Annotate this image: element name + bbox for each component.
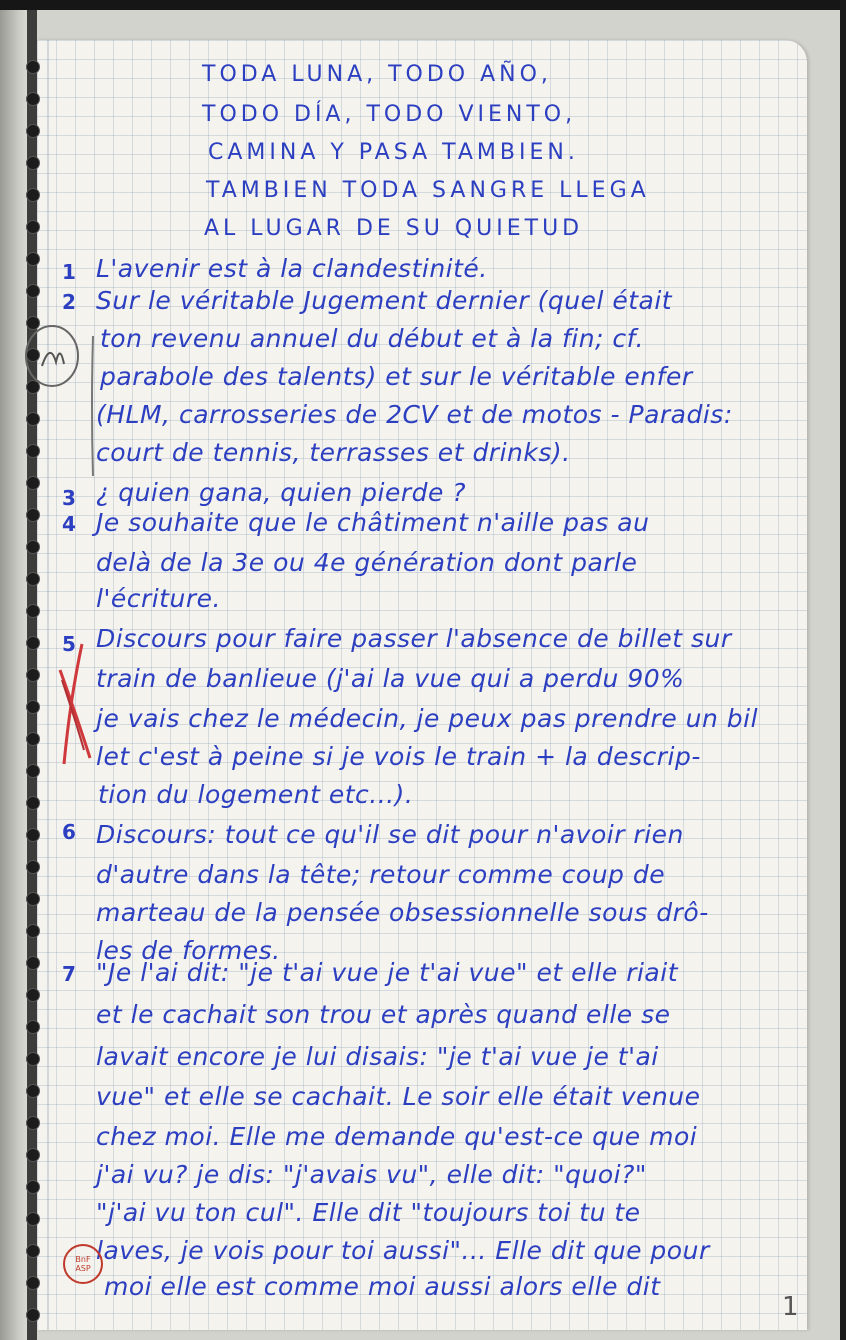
spiral-ring <box>26 156 40 170</box>
text-line: Discours: tout ce qu'il se dit pour n'avoir rien <box>96 820 684 849</box>
spiral-ring <box>26 860 40 874</box>
text-line: laves, je vois pour toi aussi"... Elle dit que pour <box>96 1236 710 1265</box>
spiral-ring <box>26 572 40 586</box>
spiral-ring <box>26 956 40 970</box>
text-line: ton revenu annuel du début et à la fin; cf. <box>100 324 644 353</box>
item-number: 7 <box>62 962 76 986</box>
text-line: et le cachait son trou et après quand elle se <box>96 1000 671 1029</box>
poem-line-5: AL LUGAR DE SU QUIETUD <box>204 216 584 241</box>
spiral-ring <box>26 1212 40 1226</box>
spiral-ring <box>26 508 40 522</box>
item-number: 3 <box>62 486 76 510</box>
text-line: court de tennis, terrasses et drinks). <box>96 438 571 467</box>
right-edge <box>840 0 846 1340</box>
red-cross-mark <box>50 640 100 770</box>
item-number: 1 <box>62 260 76 284</box>
text-line: je vais chez le médecin, je peux pas prendre un bil <box>96 704 759 733</box>
text-line: lavait encore je lui disais: "je t'ai vue je t'ai <box>96 1042 659 1071</box>
text-line: "j'ai vu ton cul". Elle dit "toujours toi tu te <box>96 1198 641 1227</box>
margin-bracket <box>90 336 96 476</box>
spiral-ring <box>26 540 40 554</box>
text-line: delà de la 3e ou 4e génération dont parle <box>96 548 638 577</box>
spiral-ring <box>26 1276 40 1290</box>
text-line: ¿ quien gana, quien pierde ? <box>96 478 467 507</box>
spiral-ring <box>26 188 40 202</box>
spiral-ring <box>26 124 40 138</box>
spiral-ring <box>26 476 40 490</box>
page-number: 1 <box>782 1292 799 1322</box>
spiral-ring <box>26 988 40 1002</box>
spiral-ring <box>26 284 40 298</box>
text-line: train de banlieue (j'ai la vue qui a perdu 90% <box>96 664 685 693</box>
spiral-ring <box>26 1116 40 1130</box>
spiral-ring <box>26 700 40 714</box>
spiral-ring <box>26 60 40 74</box>
spiral-ring <box>26 892 40 906</box>
spiral-ring <box>26 1052 40 1066</box>
text-line: d'autre dans la tête; retour comme coup de <box>96 860 666 889</box>
spiral-ring <box>26 732 40 746</box>
text-line: marteau de la pensée obsessionnelle sous drô- <box>96 898 709 927</box>
library-stamp <box>63 1244 103 1284</box>
text-line: (HLM, carrosseries de 2CV et de motos - Paradis: <box>96 400 733 429</box>
text-line: les de formes. <box>96 936 281 965</box>
spiral-ring <box>26 1020 40 1034</box>
text-line: L'avenir est à la clandestinité. <box>96 254 488 283</box>
top-dark-bar <box>0 0 846 10</box>
spiral-ring <box>26 636 40 650</box>
text-line: parabole des talents) et sur le véritable enfer <box>100 362 693 391</box>
spiral-ring <box>26 1180 40 1194</box>
item-number: 4 <box>62 512 76 536</box>
text-line: "Je l'ai dit: "je t'ai vue je t'ai vue" et elle riait <box>96 958 678 987</box>
poem-line-3: CAMINA Y PASA TAMBIEN. <box>208 140 579 165</box>
spiral-ring <box>26 924 40 938</box>
stamp-text-bottom: ASP <box>75 1264 91 1273</box>
poem-line-2: TODO DÍA, TODO VIENTO, <box>202 102 577 127</box>
spiral-binding <box>0 40 40 1340</box>
text-line: vue" et elle se cachait. Le soir elle était venue <box>96 1082 701 1111</box>
spiral-ring <box>26 220 40 234</box>
spiral-ring <box>26 1308 40 1322</box>
item-number: 5 <box>62 632 76 656</box>
text-line: moi elle est comme moi aussi alors elle dit <box>104 1272 661 1301</box>
text-line: l'écriture. <box>96 584 221 613</box>
poem-line-4: TAMBIEN TODA SANGRE LLEGA <box>206 178 650 203</box>
poem-line-1: TODA LUNA, TODO AÑO, <box>202 62 552 87</box>
text-line: j'ai vu? je dis: "j'avais vu", elle dit: "quoi?" <box>96 1160 647 1189</box>
item-number: 6 <box>62 820 76 844</box>
spiral-ring <box>26 1244 40 1258</box>
spiral-ring <box>26 668 40 682</box>
spiral-ring <box>26 1084 40 1098</box>
text-line: Sur le véritable Jugement dernier (quel était <box>96 286 673 315</box>
text-line: Je souhaite que le châtiment n'aille pas au <box>96 508 650 537</box>
margin-line <box>47 40 49 1330</box>
spiral-ring <box>26 828 40 842</box>
text-line: Discours pour faire passer l'absence de billet sur <box>96 624 732 653</box>
spiral-ring <box>26 604 40 618</box>
pencil-circle-annotation <box>20 322 84 390</box>
spiral-ring <box>26 764 40 778</box>
spiral-ring <box>26 252 40 266</box>
text-line: let c'est à peine si je vois le train + la descrip- <box>96 742 701 771</box>
text-line: tion du logement etc...). <box>98 780 414 809</box>
spiral-ring <box>26 412 40 426</box>
item-number: 2 <box>62 290 76 314</box>
spiral-ring <box>26 796 40 810</box>
spiral-ring <box>26 1148 40 1162</box>
spiral-ring <box>26 92 40 106</box>
stamp-text-top: BnF <box>75 1255 91 1264</box>
text-line: chez moi. Elle me demande qu'est-ce que moi <box>96 1122 698 1151</box>
spiral-ring <box>26 444 40 458</box>
